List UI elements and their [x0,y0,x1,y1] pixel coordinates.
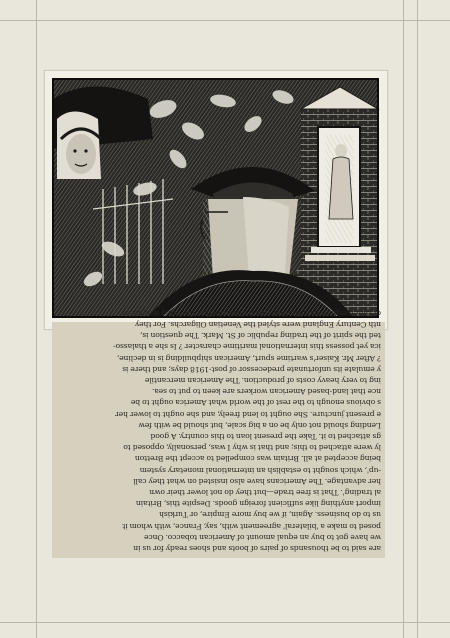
illustration-drawing [53,79,378,317]
clipping-line: y emulate its unfortunate predecessor of post-1918 days; and there is [122,364,381,374]
clipping-line: gs attached to it. Take the present loan to this country. A good [150,431,381,441]
clipping-line: ? After Mr. Kaiser's wartime spurt, American shipbuilding is in decline, [116,353,381,363]
guide-line-right-outer [417,0,418,638]
clipping-text [52,308,385,558]
guide-line-bottom [0,622,450,623]
clipping-line: are said to be thousands of pairs of boots and shoes ready for us in [133,544,381,553]
clipping-line: -up', which sought to establish an international monetary system [139,465,381,475]
clipping-line: e present juncture. She ought to lend freely, and she ought to lower her [115,409,381,419]
clipping-line: being accepted at all. Britain was compelled to accept the Bretton [134,454,381,464]
clipping-line: import anything like sufficient foreign goods. Despite this, Britain [136,499,381,509]
ink-illustration [53,79,378,317]
guide-line-right [403,0,404,638]
clipping-line: of Dutch experience. Neither was it absurdly that the Whig magnates [122,308,381,318]
clipping-line: al trading'. That is free trade—but they do not lower their own [149,487,381,497]
clipping-line: we have got to buy an equal amount of American tobacco. Once [144,532,381,542]
clipping-line: ly were attached to this; and that is why I was, personally, opposed to [123,443,381,453]
guide-line-left [36,0,37,638]
newspaper-clipping [52,308,385,558]
clipping-line: s obvious enough to the rest of the world what America ought to be [130,398,381,408]
clipping-line: ica yet possess this international maritime character ? Is she a thalasso- [113,342,381,352]
clipping-line: nce that land-based American workers are keen to put to sea. [152,387,381,397]
clipping-line: us to do business. Again, if we buy more Empire, or Turkish [159,510,381,520]
clipping-line: ing to very heavy costs of production. The American mercantile [144,375,381,385]
clipping-line: nth Century England were styled the Venetian Oligarchs. For they [135,319,381,329]
clipping-line: her advantage. The Americans have also insisted on what they call [133,476,381,486]
clipping-line: Lending should not only be on a big scale, but should be with few [138,420,381,430]
guide-line-top [0,20,450,21]
clipping-line: posed to make a 'bilateral' agreement with, say, France, with whom it [122,521,381,531]
clipping-line: ted the spirit of the trading republic of St. Mark. The question is, [140,331,381,341]
